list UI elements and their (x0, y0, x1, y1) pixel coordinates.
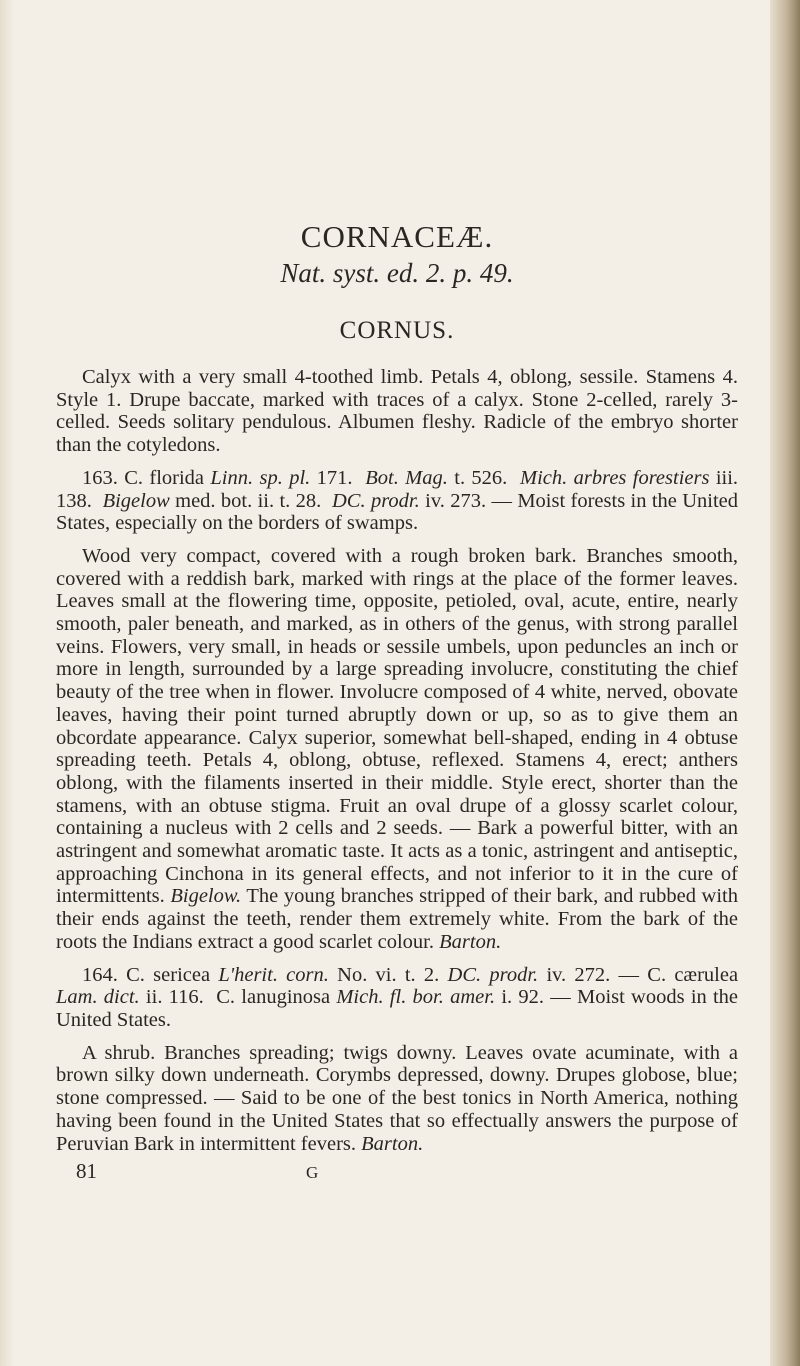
reference-pages: iv. 272. (546, 963, 611, 986)
reference-pages: iv. 273. (425, 489, 487, 512)
species-habitat: — Moist forests in the United States, especially on the borders of swamps. (56, 489, 739, 535)
species-habitat: — Moist woods in the United States. (56, 986, 739, 1031)
species-name: C. sericea (126, 963, 211, 986)
reference-work: DC. prodr. (447, 963, 539, 986)
reference-pages: ii. 116. (145, 986, 204, 1009)
species-163-heading (56, 467, 738, 535)
signature-letter: G (306, 1163, 319, 1183)
reference-work: Mich. arbres forestiers (520, 466, 710, 489)
reference-work: DC. prodr. (332, 489, 420, 512)
species-163-description (56, 545, 738, 954)
reference-work: Mich. fl. bor. amer. (336, 986, 496, 1009)
family-reference: Nat. syst. ed. 2. p. 49. (280, 258, 514, 288)
reference-pages: t. 526. (454, 466, 508, 489)
reference-work: L'herit. corn. (218, 963, 329, 986)
reference-pages: ii. t. 28. (257, 489, 322, 512)
species-164-description (56, 1042, 738, 1156)
reference-pages: i. 92. (501, 986, 545, 1009)
species-number: 164. (82, 963, 118, 986)
page-footer (56, 1159, 738, 1185)
reference-work: Lam. dict. (56, 986, 140, 1009)
signature-number: 81 (76, 1159, 97, 1184)
reference-author: Bigelow (102, 489, 170, 512)
family-title: CORNACEÆ. (300, 219, 494, 254)
citation: Bigelow. (170, 885, 242, 908)
page-text (56, 218, 738, 1185)
reference-work: Linn. sp. pl. (210, 466, 311, 489)
reference-pages: No. vi. t. 2. (337, 963, 440, 986)
reference-work: Bot. Mag. (365, 466, 448, 489)
genus-description: Calyx with a very small 4-toothed limb. Petals 4, oblong, sessile. Stamens 4. Style 1. Drupe baccate, marked with traces of a calyx. Stone 2-celled, rarely 3-celled. Seeds solitary pendulous. Albumen fleshy. Radicle of the embryo shorter than the cotyledons. (56, 366, 738, 457)
reference-pages: 171. (316, 466, 353, 489)
synonym-name: C. lanuginosa (216, 986, 331, 1009)
genus-title: CORNUS. (339, 317, 455, 344)
synonym-name: — C. cærulea (618, 963, 739, 986)
description-text: The young branches stripped of their bark, and rubbed with their ends against the teeth, render them extremely white. From the bark of the roots the Indians extract a good scarlet colour. (56, 885, 738, 953)
reference-pages: iii. 138. (56, 466, 739, 512)
species-name: C. florida (124, 466, 205, 489)
page-right-edge (770, 0, 800, 1366)
description-text: Wood very compact, covered with a rough broken bark. Branches smooth, covered with a reddish bark, marked with rings at the place of the former leaves. Leaves small at the flowering time, opposite, petioled, oval, acute, entire, nearly smooth, paler beneath, and marked, as in others of the genus, with strong parallel veins. Flowers, very small, in heads or sessile umbels, upon peduncles an inch or more in length, surrounded by a large spreading involucre, constituting the chief beauty of the tree when in flower. Involucre composed of 4 white, nerved, obovate leaves, having their point turned abruptly down or up, so as to give them an obcordate appearance. Calyx superior, somewhat bell-shaped, ending in 4 obtuse spreading teeth. Petals 4, oblong, obtuse, reflexed. Stamens 4, erect; anthers oblong, with the filaments inserted in their middle. Style erect, shorter than the stamens, with an obtuse stigma. Fruit an oval drupe of a glossy scarlet colour, containing a nucleus with 2 cells and 2 seeds. — Bark a powerful bitter, with an astringent and somewhat aromatic taste. It acts as a tonic, astringent and antiseptic, approaching Cinchona in its general effects, and not inferior to it in the cure of intermittents. (56, 544, 738, 908)
reference-work: med. bot. (175, 489, 253, 512)
citation: Barton. (361, 1132, 424, 1155)
page-left-edge (0, 0, 14, 1366)
description-text: A shrub. Branches spreading; twigs downy. Leaves ovate acuminate, with a brown silky down underneath. Corymbs depressed, downy. Drupes globose, blue; stone compressed. — Said to be one of the best tonics in North America, nothing having been found in the United States that so effectually answers the purpose of Peruvian Bark in intermittent fevers. (56, 1041, 738, 1155)
species-number: 163. (82, 466, 118, 489)
citation: Barton. (439, 930, 502, 953)
species-164-heading (56, 964, 738, 1032)
